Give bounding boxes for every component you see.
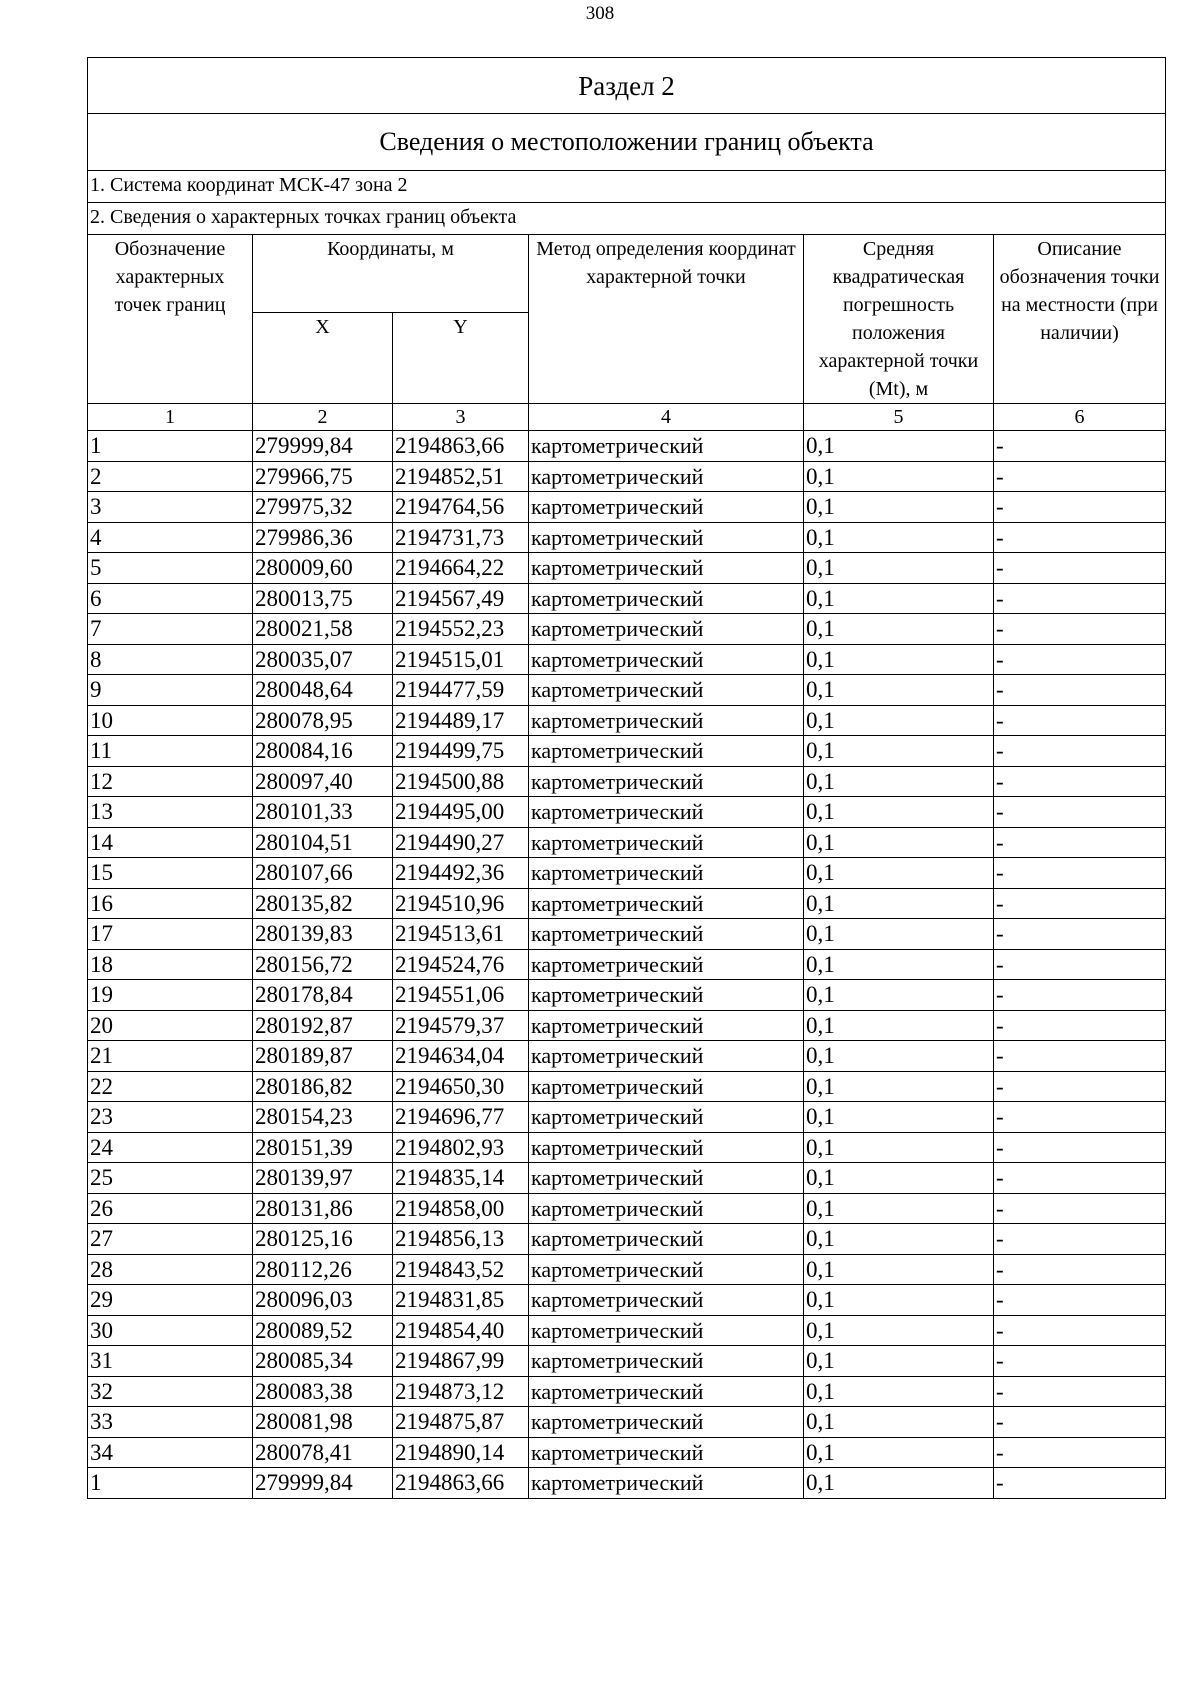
- description-cell: -: [994, 949, 1166, 980]
- method-cell: картометрический: [529, 1163, 804, 1194]
- error-cell: 0,1: [804, 1437, 994, 1468]
- method-cell: картометрический: [529, 492, 804, 523]
- x-coordinate-cell: 280139,97: [253, 1163, 393, 1194]
- table-row: [88, 553, 1166, 584]
- x-coordinate-cell: 280192,87: [253, 1010, 393, 1041]
- y-coordinate-cell: 2194634,04: [393, 1041, 529, 1072]
- method-cell: картометрический: [529, 1010, 804, 1041]
- y-coordinate-cell: 2194856,13: [393, 1224, 529, 1255]
- y-coordinate-cell: 2194524,76: [393, 949, 529, 980]
- y-coordinate-cell: 2194890,14: [393, 1437, 529, 1468]
- error-cell: 0,1: [804, 1102, 994, 1133]
- x-coordinate-cell: 280078,41: [253, 1437, 393, 1468]
- method-cell: картометрический: [529, 888, 804, 919]
- y-coordinate-cell: 2194495,00: [393, 797, 529, 828]
- column-number: 2: [253, 404, 393, 431]
- table-row: [88, 492, 1166, 523]
- description-cell: -: [994, 858, 1166, 889]
- error-cell: 0,1: [804, 553, 994, 584]
- y-coordinate-cell: 2194510,96: [393, 888, 529, 919]
- table-row: [88, 1407, 1166, 1438]
- y-coordinate-cell: 2194552,23: [393, 614, 529, 645]
- column-numbers-row: [88, 404, 1166, 431]
- method-cell: картометрический: [529, 1437, 804, 1468]
- point-cell: 21: [88, 1041, 253, 1072]
- method-cell: картометрический: [529, 1041, 804, 1072]
- x-coordinate-cell: 280078,95: [253, 705, 393, 736]
- method-cell: картометрический: [529, 461, 804, 492]
- x-coordinate-cell: 280083,38: [253, 1376, 393, 1407]
- y-coordinate-cell: 2194731,73: [393, 522, 529, 553]
- method-cell: картометрический: [529, 1407, 804, 1438]
- error-cell: 0,1: [804, 1376, 994, 1407]
- method-cell: картометрический: [529, 705, 804, 736]
- y-coordinate-cell: 2194500,88: [393, 766, 529, 797]
- table-row: [88, 827, 1166, 858]
- x-coordinate-cell: 280125,16: [253, 1224, 393, 1255]
- y-coordinate-cell: 2194764,56: [393, 492, 529, 523]
- table-row: [88, 980, 1166, 1011]
- point-cell: 28: [88, 1254, 253, 1285]
- description-cell: -: [994, 1468, 1166, 1499]
- error-cell: 0,1: [804, 1071, 994, 1102]
- table-row: [88, 888, 1166, 919]
- description-cell: -: [994, 1041, 1166, 1072]
- x-coordinate-cell: 280101,33: [253, 797, 393, 828]
- point-cell: 29: [88, 1285, 253, 1316]
- method-cell: картометрический: [529, 522, 804, 553]
- method-cell: картометрический: [529, 736, 804, 767]
- error-cell: 0,1: [804, 766, 994, 797]
- table-row: [88, 522, 1166, 553]
- point-cell: 23: [88, 1102, 253, 1133]
- error-cell: 0,1: [804, 583, 994, 614]
- table-row: [88, 1132, 1166, 1163]
- x-coordinate-cell: 280084,16: [253, 736, 393, 767]
- description-cell: -: [994, 1437, 1166, 1468]
- x-coordinate-cell: 280151,39: [253, 1132, 393, 1163]
- y-coordinate-cell: 2194499,75: [393, 736, 529, 767]
- y-coordinate-cell: 2194579,37: [393, 1010, 529, 1041]
- x-coordinate-cell: 279999,84: [253, 431, 393, 462]
- table-row: [88, 1041, 1166, 1072]
- method-cell: картометрический: [529, 1071, 804, 1102]
- description-cell: -: [994, 980, 1166, 1011]
- column-number: 5: [804, 404, 994, 431]
- column-number: 3: [393, 404, 529, 431]
- x-coordinate-cell: 280154,23: [253, 1102, 393, 1133]
- method-cell: картометрический: [529, 949, 804, 980]
- table-row: [88, 1224, 1166, 1255]
- table-row: [88, 949, 1166, 980]
- point-cell: 1: [88, 431, 253, 462]
- table-row: [88, 766, 1166, 797]
- table-row: [88, 1071, 1166, 1102]
- x-coordinate-cell: 280097,40: [253, 766, 393, 797]
- coordinate-system: 1. Система координат МСК-47 зона 2: [88, 171, 1166, 203]
- point-cell: 4: [88, 522, 253, 553]
- description-cell: -: [994, 1346, 1166, 1377]
- description-cell: -: [994, 583, 1166, 614]
- table-row: [88, 1010, 1166, 1041]
- description-cell: -: [994, 1102, 1166, 1133]
- section-title: Раздел 2: [88, 58, 1166, 114]
- method-cell: картометрический: [529, 1346, 804, 1377]
- point-cell: 3: [88, 492, 253, 523]
- point-cell: 34: [88, 1437, 253, 1468]
- x-coordinate-cell: 280048,64: [253, 675, 393, 706]
- point-cell: 32: [88, 1376, 253, 1407]
- table-row: [88, 858, 1166, 889]
- section-subtitle: Сведения о местоположении границ объекта: [88, 114, 1166, 171]
- y-coordinate-cell: 2194835,14: [393, 1163, 529, 1194]
- point-cell: 14: [88, 827, 253, 858]
- point-cell: 22: [88, 1071, 253, 1102]
- table-row: [88, 705, 1166, 736]
- point-cell: 16: [88, 888, 253, 919]
- x-coordinate-cell: 280178,84: [253, 980, 393, 1011]
- page-number: 308: [585, 3, 615, 24]
- error-cell: 0,1: [804, 522, 994, 553]
- description-cell: -: [994, 766, 1166, 797]
- method-cell: картометрический: [529, 1132, 804, 1163]
- x-coordinate-cell: 280131,86: [253, 1193, 393, 1224]
- x-coordinate-cell: 280035,07: [253, 644, 393, 675]
- y-coordinate-cell: 2194515,01: [393, 644, 529, 675]
- table-row: [88, 919, 1166, 950]
- method-cell: картометрический: [529, 1224, 804, 1255]
- point-cell: 1: [88, 1468, 253, 1499]
- y-coordinate-cell: 2194489,17: [393, 705, 529, 736]
- error-cell: 0,1: [804, 614, 994, 645]
- table-row: [88, 583, 1166, 614]
- error-cell: 0,1: [804, 797, 994, 828]
- error-cell: 0,1: [804, 858, 994, 889]
- x-coordinate-cell: 280135,82: [253, 888, 393, 919]
- y-coordinate-cell: 2194551,06: [393, 980, 529, 1011]
- y-coordinate-cell: 2194863,66: [393, 431, 529, 462]
- y-coordinate-cell: 2194490,27: [393, 827, 529, 858]
- x-coordinate-cell: 280013,75: [253, 583, 393, 614]
- error-cell: 0,1: [804, 461, 994, 492]
- error-cell: 0,1: [804, 1224, 994, 1255]
- error-cell: 0,1: [804, 705, 994, 736]
- y-coordinate-cell: 2194863,66: [393, 1468, 529, 1499]
- x-coordinate-cell: 279986,36: [253, 522, 393, 553]
- x-coordinate-cell: 279975,32: [253, 492, 393, 523]
- y-coordinate-cell: 2194873,12: [393, 1376, 529, 1407]
- point-cell: 8: [88, 644, 253, 675]
- point-cell: 20: [88, 1010, 253, 1041]
- error-cell: 0,1: [804, 980, 994, 1011]
- y-coordinate-cell: 2194492,36: [393, 858, 529, 889]
- header-error: Средняя квадратическая погрешность положения характерной точки (Mt), м: [804, 235, 994, 404]
- y-coordinate-cell: 2194650,30: [393, 1071, 529, 1102]
- error-cell: 0,1: [804, 1346, 994, 1377]
- y-coordinate-cell: 2194843,52: [393, 1254, 529, 1285]
- error-cell: 0,1: [804, 919, 994, 950]
- error-cell: 0,1: [804, 1315, 994, 1346]
- method-cell: картометрический: [529, 614, 804, 645]
- error-cell: 0,1: [804, 675, 994, 706]
- description-cell: -: [994, 1071, 1166, 1102]
- method-cell: картометрический: [529, 431, 804, 462]
- method-cell: картометрический: [529, 1254, 804, 1285]
- x-coordinate-cell: 280009,60: [253, 553, 393, 584]
- description-cell: -: [994, 1376, 1166, 1407]
- method-cell: картометрический: [529, 1193, 804, 1224]
- y-coordinate-cell: 2194567,49: [393, 583, 529, 614]
- table-row: [88, 1193, 1166, 1224]
- x-coordinate-cell: 279966,75: [253, 461, 393, 492]
- point-cell: 15: [88, 858, 253, 889]
- x-coordinate-cell: 280189,87: [253, 1041, 393, 1072]
- point-cell: 18: [88, 949, 253, 980]
- error-cell: 0,1: [804, 827, 994, 858]
- x-coordinate-cell: 280085,34: [253, 1346, 393, 1377]
- point-cell: 9: [88, 675, 253, 706]
- table-row: [88, 1102, 1166, 1133]
- y-coordinate-cell: 2194513,61: [393, 919, 529, 950]
- x-coordinate-cell: 280104,51: [253, 827, 393, 858]
- method-cell: картометрический: [529, 1285, 804, 1316]
- error-cell: 0,1: [804, 1163, 994, 1194]
- y-coordinate-cell: 2194477,59: [393, 675, 529, 706]
- description-cell: -: [994, 522, 1166, 553]
- error-cell: 0,1: [804, 1254, 994, 1285]
- x-coordinate-cell: 280021,58: [253, 614, 393, 645]
- x-coordinate-cell: 280139,83: [253, 919, 393, 950]
- error-cell: 0,1: [804, 1132, 994, 1163]
- point-cell: 19: [88, 980, 253, 1011]
- x-coordinate-cell: 280081,98: [253, 1407, 393, 1438]
- boundary-points-table: [87, 57, 1166, 1499]
- y-coordinate-cell: 2194696,77: [393, 1102, 529, 1133]
- point-cell: 5: [88, 553, 253, 584]
- header-point: Обозначение характерных точек границ: [88, 235, 253, 404]
- method-cell: картометрический: [529, 1468, 804, 1499]
- table-row: [88, 431, 1166, 462]
- table-row: [88, 1315, 1166, 1346]
- error-cell: 0,1: [804, 1010, 994, 1041]
- point-cell: 26: [88, 1193, 253, 1224]
- point-cell: 24: [88, 1132, 253, 1163]
- method-cell: картометрический: [529, 858, 804, 889]
- description-cell: -: [994, 888, 1166, 919]
- description-cell: -: [994, 1193, 1166, 1224]
- method-cell: картометрический: [529, 1315, 804, 1346]
- table-row: [88, 461, 1166, 492]
- description-cell: -: [994, 1010, 1166, 1041]
- description-cell: -: [994, 1163, 1166, 1194]
- method-cell: картометрический: [529, 675, 804, 706]
- description-cell: -: [994, 797, 1166, 828]
- point-cell: 27: [88, 1224, 253, 1255]
- y-coordinate-cell: 2194875,87: [393, 1407, 529, 1438]
- method-cell: картометрический: [529, 766, 804, 797]
- description-cell: -: [994, 827, 1166, 858]
- method-cell: картометрический: [529, 644, 804, 675]
- point-cell: 33: [88, 1407, 253, 1438]
- x-coordinate-cell: 280107,66: [253, 858, 393, 889]
- point-cell: 31: [88, 1346, 253, 1377]
- error-cell: 0,1: [804, 1407, 994, 1438]
- point-cell: 11: [88, 736, 253, 767]
- description-cell: -: [994, 1315, 1166, 1346]
- description-cell: -: [994, 431, 1166, 462]
- y-coordinate-cell: 2194852,51: [393, 461, 529, 492]
- y-coordinate-cell: 2194802,93: [393, 1132, 529, 1163]
- error-cell: 0,1: [804, 492, 994, 523]
- table-row: [88, 1346, 1166, 1377]
- description-cell: -: [994, 919, 1166, 950]
- header-description: Описание обозначения точки на местности (при наличии): [994, 235, 1166, 404]
- point-cell: 30: [88, 1315, 253, 1346]
- error-cell: 0,1: [804, 1285, 994, 1316]
- error-cell: 0,1: [804, 644, 994, 675]
- description-cell: -: [994, 1407, 1166, 1438]
- point-cell: 6: [88, 583, 253, 614]
- description-cell: -: [994, 736, 1166, 767]
- table-row: [88, 1254, 1166, 1285]
- y-coordinate-cell: 2194664,22: [393, 553, 529, 584]
- x-coordinate-cell: 280089,52: [253, 1315, 393, 1346]
- error-cell: 0,1: [804, 888, 994, 919]
- point-cell: 17: [88, 919, 253, 950]
- description-cell: -: [994, 553, 1166, 584]
- error-cell: 0,1: [804, 1041, 994, 1072]
- error-cell: 0,1: [804, 1468, 994, 1499]
- table-row: [88, 797, 1166, 828]
- header-method: Метод определения координат характерной точки: [529, 235, 804, 404]
- header-x: X: [253, 313, 393, 404]
- column-number: 4: [529, 404, 804, 431]
- point-cell: 2: [88, 461, 253, 492]
- y-coordinate-cell: 2194854,40: [393, 1315, 529, 1346]
- y-coordinate-cell: 2194831,85: [393, 1285, 529, 1316]
- description-cell: -: [994, 492, 1166, 523]
- description-cell: -: [994, 1132, 1166, 1163]
- table-row: [88, 644, 1166, 675]
- error-cell: 0,1: [804, 431, 994, 462]
- description-cell: -: [994, 675, 1166, 706]
- method-cell: картометрический: [529, 1376, 804, 1407]
- error-cell: 0,1: [804, 949, 994, 980]
- table-row: [88, 1285, 1166, 1316]
- point-cell: 10: [88, 705, 253, 736]
- description-cell: -: [994, 1224, 1166, 1255]
- table-row: [88, 1468, 1166, 1499]
- description-cell: -: [994, 644, 1166, 675]
- x-coordinate-cell: 280186,82: [253, 1071, 393, 1102]
- description-cell: -: [994, 705, 1166, 736]
- point-cell: 13: [88, 797, 253, 828]
- description-cell: -: [994, 461, 1166, 492]
- table-row: [88, 1163, 1166, 1194]
- method-cell: картометрический: [529, 827, 804, 858]
- x-coordinate-cell: 280156,72: [253, 949, 393, 980]
- table-row: [88, 675, 1166, 706]
- method-cell: картометрический: [529, 797, 804, 828]
- y-coordinate-cell: 2194867,99: [393, 1346, 529, 1377]
- point-cell: 25: [88, 1163, 253, 1194]
- point-cell: 12: [88, 766, 253, 797]
- x-coordinate-cell: 280112,26: [253, 1254, 393, 1285]
- header-coords: Координаты, м: [253, 235, 529, 313]
- y-coordinate-cell: 2194858,00: [393, 1193, 529, 1224]
- x-coordinate-cell: 279999,84: [253, 1468, 393, 1499]
- description-cell: -: [994, 614, 1166, 645]
- table-row: [88, 614, 1166, 645]
- point-cell: 7: [88, 614, 253, 645]
- method-cell: картометрический: [529, 1102, 804, 1133]
- x-coordinate-cell: 280096,03: [253, 1285, 393, 1316]
- error-cell: 0,1: [804, 1193, 994, 1224]
- column-number: 1: [88, 404, 253, 431]
- error-cell: 0,1: [804, 736, 994, 767]
- table-row: [88, 736, 1166, 767]
- method-cell: картометрический: [529, 583, 804, 614]
- column-number: 6: [994, 404, 1166, 431]
- description-cell: -: [994, 1254, 1166, 1285]
- table-row: [88, 1437, 1166, 1468]
- header-y: Y: [393, 313, 529, 404]
- method-cell: картометрический: [529, 553, 804, 584]
- method-cell: картометрический: [529, 919, 804, 950]
- description-cell: -: [994, 1285, 1166, 1316]
- points-section-title: 2. Сведения о характерных точках границ объекта: [88, 203, 1166, 235]
- table-row: [88, 1376, 1166, 1407]
- method-cell: картометрический: [529, 980, 804, 1011]
